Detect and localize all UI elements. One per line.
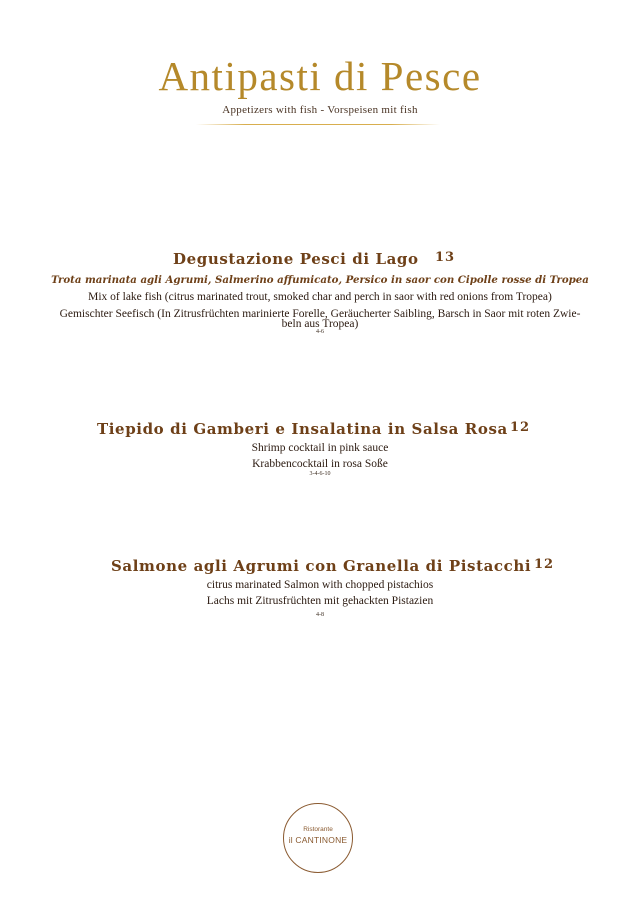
dish-header <box>0 557 640 577</box>
dish-name: Tiepido di Gamberi e Insalatina in Salsa Rosa <box>97 420 508 438</box>
dish-description-german-line: Gemischter Seefisch (In Zitrusfrüchten marinierte Forelle, Geräucherter Saibling, Barsch in Saor mit roten Zwie- <box>59 308 581 320</box>
dish-allergens: 3-4-6-10 <box>309 471 331 477</box>
logo-subtitle: Ristorante <box>303 826 333 833</box>
dish-description-german: Krabbencocktail in rosa Soße <box>252 458 388 470</box>
page-subtitle: Appetizers with fish - Vorspeisen mit fish <box>222 104 418 116</box>
menu-item <box>0 557 640 619</box>
dish-price: 12 <box>510 420 531 435</box>
dish-allergens: 4-8 <box>316 612 324 618</box>
dish-description-italian: Trota marinata agli Agrumi, Salmerino affumicato, Persico in saor con Cipolle rosse di Tropea <box>51 274 589 286</box>
menu-item <box>0 420 640 478</box>
dish-description-german-line: beln aus Tropea) <box>281 318 359 330</box>
dish-price: 12 <box>534 557 555 572</box>
restaurant-logo <box>283 803 353 873</box>
dish-name: Salmone agli Agrumi con Granella di Pistacchi <box>111 557 532 575</box>
menu-item <box>0 250 640 336</box>
dish-description-english: citrus marinated Salmon with chopped pistachios <box>206 579 434 591</box>
logo-name: il CANTINONE <box>288 835 348 845</box>
dish-header <box>0 420 640 440</box>
dish-header <box>0 250 640 270</box>
dish-description-english: Mix of lake fish (citrus marinated trout, smoked char and perch in saor with red onions from Tropea) <box>88 291 552 303</box>
dish-allergens: 4-6 <box>316 329 324 335</box>
dish-price: 13 <box>435 250 456 265</box>
dish-description-german: Lachs mit Zitrusfrüchten mit gehackten Pistazien <box>206 595 434 607</box>
dish-name: Degustazione Pesci di Lago <box>173 250 419 268</box>
dish-description-german <box>0 309 640 329</box>
page-title: Antipasti di Pesce <box>158 53 482 99</box>
title-divider <box>196 124 440 125</box>
dish-description-english: Shrimp cocktail in pink sauce <box>251 442 389 454</box>
